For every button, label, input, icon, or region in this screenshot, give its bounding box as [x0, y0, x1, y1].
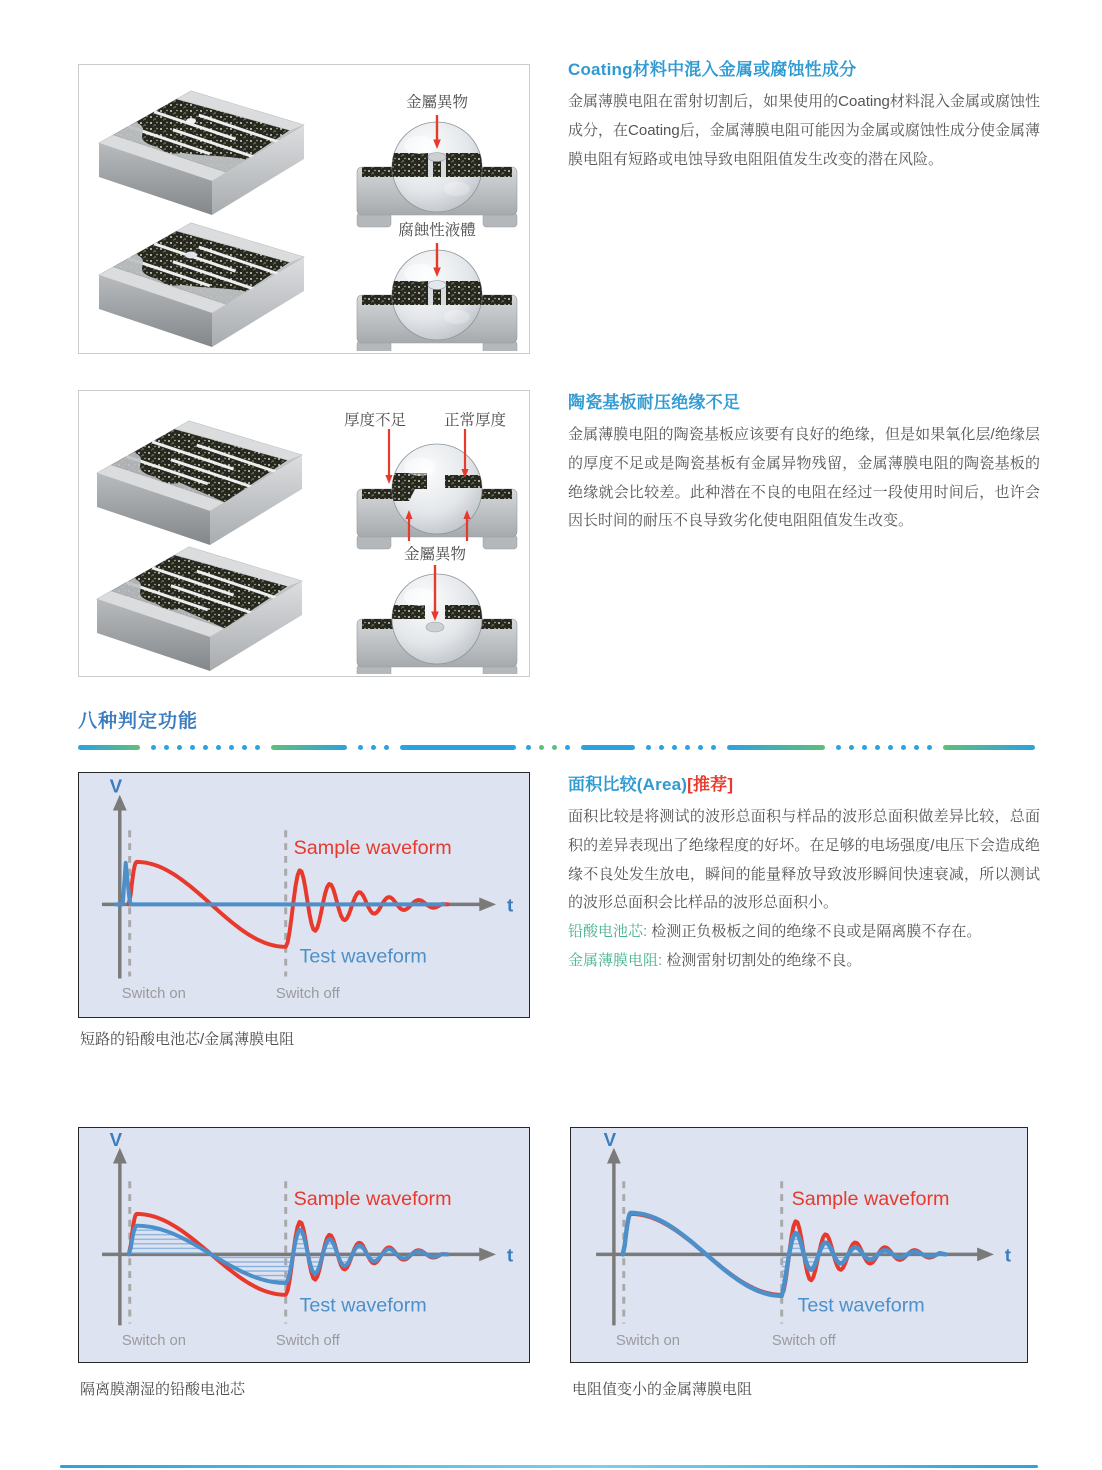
note-lead-acid-label: 铅酸电池芯:: [568, 923, 648, 941]
label-corrosive-liquid: 腐蝕性液體: [398, 222, 476, 239]
page-footer-bar: [60, 1465, 1038, 1468]
switch-on-label: Switch on: [121, 1333, 187, 1350]
switch-on-label: Switch on: [121, 986, 186, 1003]
t-axis-arrow: [977, 1247, 994, 1261]
waveform-chart: [79, 773, 526, 1014]
recommended-badge: [推荐]: [687, 775, 734, 794]
caption-low-resistance: 电阻值变小的金属薄膜电阻: [572, 1381, 753, 1398]
test-waveform-label: Test waveform: [299, 1294, 427, 1317]
corrosive-liquid-object: [428, 281, 446, 290]
waveform-chart: [79, 1128, 526, 1359]
figure-coating-contamination: [78, 64, 530, 354]
section-ceramic-title: 陶瓷基板耐压绝缘不足: [568, 393, 740, 412]
sample-waveform-label: Sample waveform: [791, 1188, 950, 1210]
cross-section-liquid: [357, 243, 517, 351]
t-axis-label: t: [506, 894, 514, 916]
v-axis-arrow: [113, 1148, 127, 1164]
metal-particle-dot: [186, 118, 196, 124]
test-waveform-label: Test waveform: [797, 1294, 925, 1317]
t-axis-label: t: [1004, 1244, 1012, 1266]
chip-resistor-illustration: [79, 65, 527, 351]
waveform-panel-moist-separator: [78, 1127, 530, 1363]
chip-top-view-1: [97, 421, 302, 545]
area-title-text: 面积比较(Area): [568, 775, 688, 794]
cross-section-thickness: [357, 429, 517, 549]
sample-waveform-label: Sample waveform: [293, 836, 452, 859]
metal-foreign-object: [428, 153, 446, 162]
v-axis-label: V: [109, 1128, 123, 1150]
label-metal-foreign-object: 金屬異物: [405, 94, 469, 111]
v-axis-arrow: [607, 1148, 621, 1164]
section-area-title: [568, 770, 1040, 795]
label-thickness-normal: 正常厚度: [443, 412, 507, 429]
section-ceramic-body: 金属薄膜电阻的陶瓷基板应该要有良好的绝缘，但是如果氧化层/绝缘层的厚度不足或是陶瓷基板有金属异物残留，金属薄膜电阻的陶瓷基板的绝缘就会比较差。此种潜在不良的电阻在经过一段使用时间后，也许会因长时间的耐压不良导致劣化使电阻阻值发生改变。: [568, 426, 1040, 530]
section-area-compare: [568, 770, 1040, 976]
note-lead-acid: [568, 918, 1040, 947]
waveform-panel-low-resistance: [570, 1127, 1028, 1363]
ceramic-substrate-illustration: [79, 391, 527, 674]
sample-waveform-label: Sample waveform: [293, 1188, 452, 1210]
corrosive-drop-dot: [185, 252, 197, 259]
switch-off-label: Switch off: [275, 1333, 340, 1350]
section-ceramic: [568, 388, 1040, 536]
note-metal-film-text: 检测雷射切割处的绝缘不良。: [666, 951, 862, 969]
waveform-chart: [571, 1128, 1024, 1359]
t-axis-arrow: [479, 897, 496, 911]
test-waveform-label: Test waveform: [299, 945, 427, 968]
figure-ceramic-substrate: [78, 390, 530, 677]
t-axis-label: t: [506, 1244, 514, 1266]
section-coating-title: Coating材料中混入金属或腐蚀性成分: [568, 60, 857, 79]
cross-section-metal: [357, 115, 517, 227]
note-lead-acid-text: 检测正负极板之间的绝缘不良或是隔离膜不存在。: [651, 923, 982, 941]
section-area-body: 面积比较是将测试的波形总面积与样品的波形总面积做差异比较，总面积的差异表现出了绝缘程度的好坏。在足够的电场强度/电压下会造成绝缘不良处发生放电，瞬间的能量释放导致波形瞬间快速衰减，所以测试的波形总面积会比样品的波形总面积小。: [568, 808, 1040, 912]
note-metal-film-label: 金属薄膜电阻:: [568, 951, 663, 969]
chip-top-view-2: [97, 547, 302, 671]
v-axis-label: V: [603, 1128, 617, 1150]
waveform-panel-short-circuit: [78, 772, 530, 1018]
t-axis-arrow: [479, 1247, 496, 1261]
chip-top-view-2: [99, 223, 304, 347]
page-section-heading: 八种判定功能: [78, 711, 199, 732]
switch-on-label: Switch on: [615, 1333, 681, 1350]
switch-off-label: Switch off: [275, 986, 340, 1003]
v-axis-label: V: [109, 775, 123, 797]
section-coating-body: 金属薄膜电阻在雷射切割后，如果使用的Coating材料混入金属或腐蚀性成分，在Coating后，金属薄膜电阻可能因为金属或腐蚀性成分使金属薄膜电阻有短路或电蚀导致电阻阻值发生改变的潜在风险。: [568, 93, 1040, 168]
caption-short-circuit: 短路的铅酸电池芯/金属薄膜电阻: [80, 1031, 295, 1048]
decorative-divider: [78, 744, 1035, 750]
label-thickness-insufficient: 厚度不足: [343, 412, 407, 429]
section-coating: [568, 55, 1040, 174]
label-metal-foreign-object: 金屬異物: [403, 546, 467, 563]
note-metal-film: [568, 947, 1040, 976]
v-axis-arrow: [113, 795, 127, 811]
switch-off-label: Switch off: [771, 1333, 836, 1350]
cross-section-embedded-metal: [357, 565, 517, 674]
chip-top-view-1: [99, 91, 304, 215]
caption-moist-separator: 隔离膜潮湿的铅酸电池芯: [80, 1381, 246, 1398]
